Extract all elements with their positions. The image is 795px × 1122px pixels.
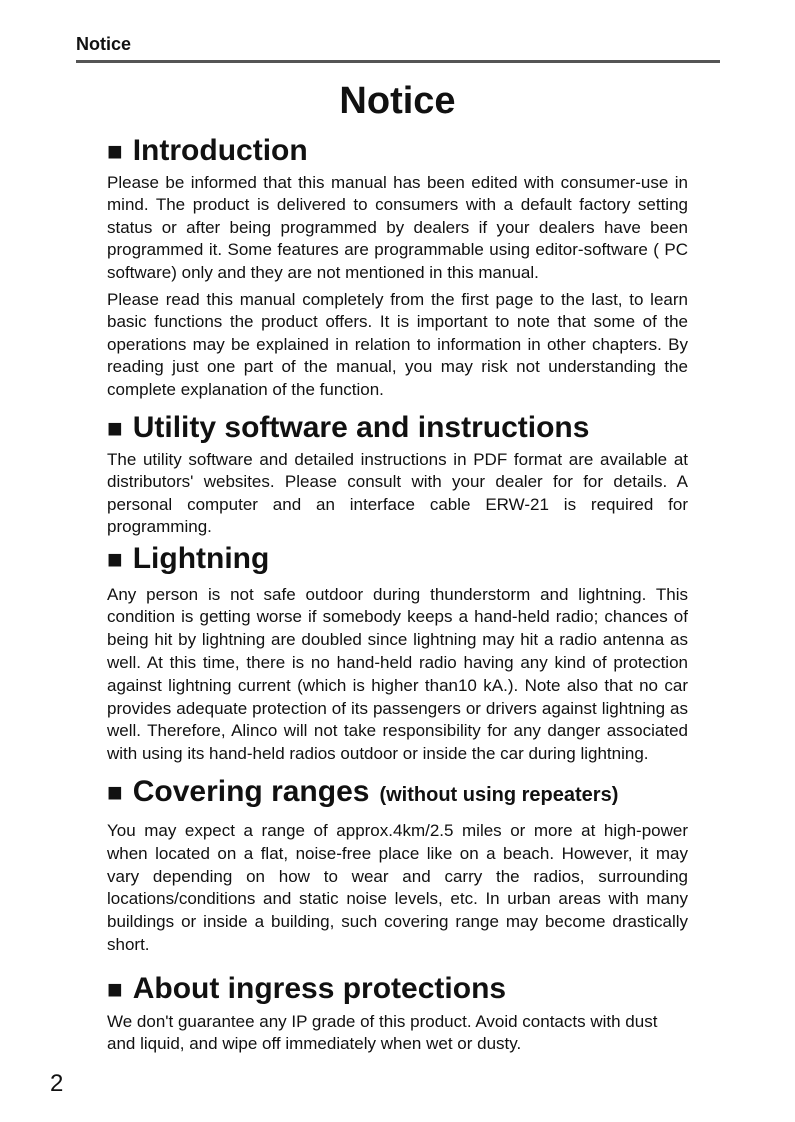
content-area: [107, 132, 688, 1056]
section-ingress-protection: [107, 970, 688, 1056]
header-rule: [76, 60, 720, 63]
section-title: Lightning: [132, 541, 270, 575]
paragraph: The utility software and detailed instructions in PDF format are available at distributors' websites. Please consult with your dealer for for details. A personal computer and an interface cable ERW-21 is required for programming.: [107, 450, 688, 537]
paragraph: We don't guarantee any IP grade of this product. Avoid contacts with dust and liquid, and wipe off immediately when wet or dusty.: [107, 1011, 658, 1054]
square-bullet-icon: ■: [107, 413, 123, 444]
square-bullet-icon: ■: [107, 777, 123, 808]
paragraph: Please read this manual completely from the first page to the last, to learn basic functions the product offers. It is important to note that some of the operations may be explained in relation to information in other chapters. By reading just one part of the manual, you may risk not understanding the complete explanation of the function.: [107, 290, 688, 399]
section-utility-software: [107, 409, 688, 539]
section-subtitle: (without using repeaters): [379, 784, 619, 807]
section-heading: [107, 132, 688, 170]
section-covering-ranges: [107, 773, 688, 957]
square-bullet-icon: ■: [107, 543, 123, 574]
section-heading: [107, 540, 688, 578]
section-heading: [107, 970, 688, 1008]
square-bullet-icon: ■: [107, 136, 123, 166]
paragraph: Any person is not safe outdoor during thunderstorm and lightning. This condition is getting worse if somebody keeps a hand-held radio; chances of being hit by lightning are doubled since lightning may hit a radio antenna as well. At this time, there is no hand-held radio having any kind of protection against lightning current (which is higher than10 kA.). Note also that no car provides adequate protection of its passengers or drivers against lightning as well. Therefore, Alinco will not take responsibility for any danger associated with using its hand-held radios outdoor or inside the car during lightning.: [107, 584, 688, 764]
section-heading: [107, 409, 688, 447]
page-title: Notice: [339, 80, 456, 122]
section-title: Covering ranges: [132, 775, 370, 809]
paragraph: You may expect a range of approx.4km/2.5 miles or more at high-power when located on a flat, noise-free place like on a beach. However, it may vary depending on how to wear and carry the radios, surrounding locations/conditions and static noise levels, etc. In urban areas with many buildings or inside a building, such covering range may become drastically short.: [107, 821, 688, 955]
section-lightning: [107, 540, 688, 766]
section-title: Introduction: [132, 134, 308, 167]
square-bullet-icon: ■: [107, 973, 123, 1004]
section-title: About ingress protections: [132, 971, 507, 1005]
section-title: Utility software and instructions: [132, 411, 590, 445]
section-introduction: [107, 132, 688, 401]
section-heading: [107, 773, 688, 814]
paragraph: Please be informed that this manual has been edited with consumer-use in mind. The product is delivered to consumers with a default factory setting status or after being programmed by dealers if your dealers have been programmed it. Some features are programmable using editor-software ( PC software) only and they are not mentioned in this manual.: [107, 173, 688, 282]
page-number: 2: [50, 1070, 64, 1097]
running-header: Notice: [76, 34, 132, 54]
